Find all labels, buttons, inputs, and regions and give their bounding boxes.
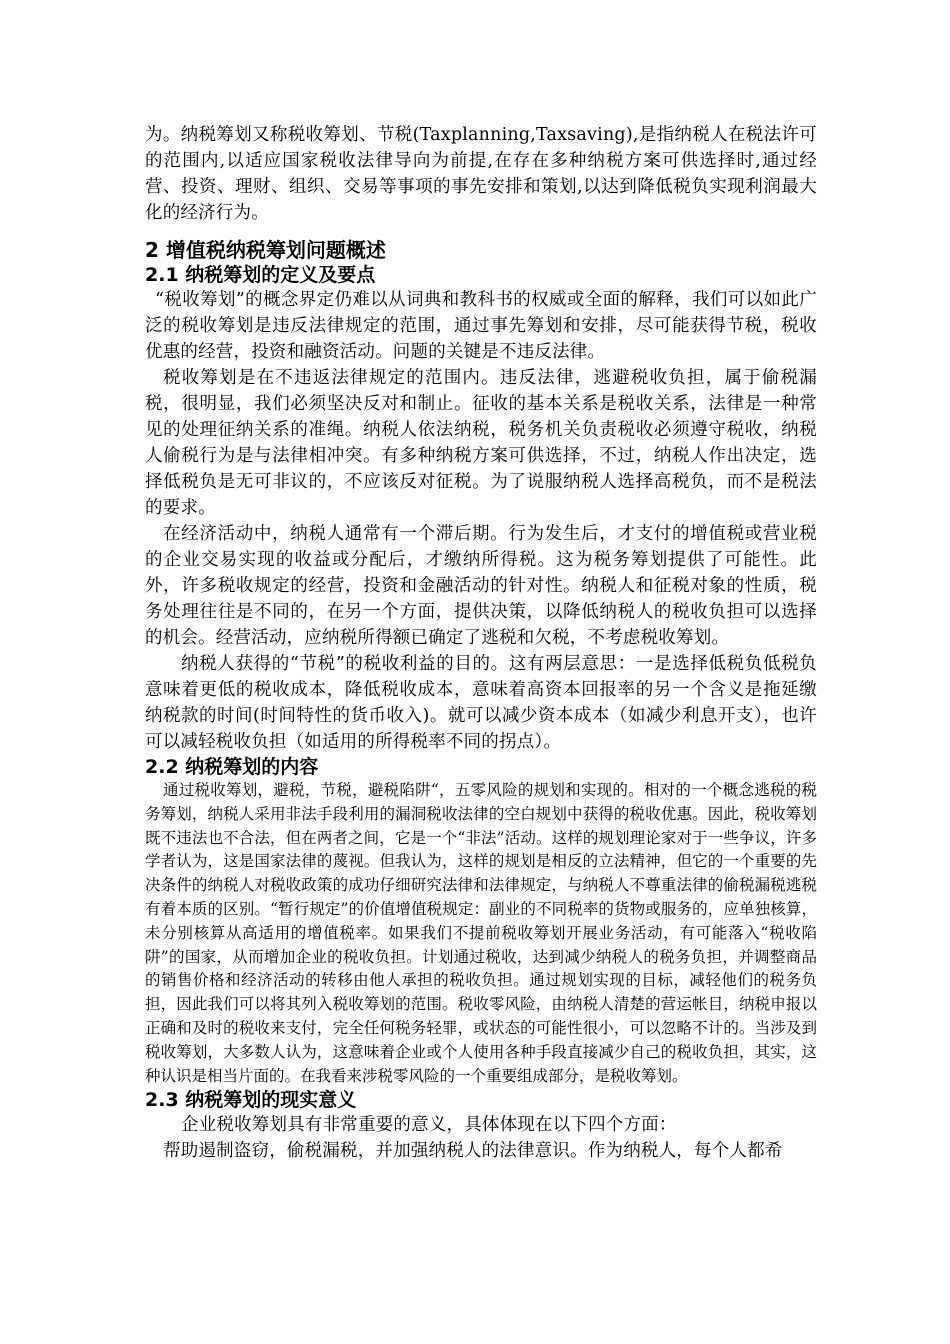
section-2-3-paragraph-1: 企业税收筹划具有非常重要的意义，具体体现在以下四个方面： xyxy=(181,1115,677,1136)
section-2-1-heading: 2.1 纳税筹划的定义及要点 xyxy=(145,264,376,286)
section-2-1-paragraph-4: 纳税人获得的“节税”的税收利益的目的。这有两层意思：一是选择低税负低税负意味着更低的税收成本，降低税收成本，意味着高资本回报率的另一个含义是拖延缴纳税款的时间(时间特性的货币收入)。就可以减少资本成本（如减少利息开支），也许可以减轻税收负担（如适用的所得税率不同的拐点）。 xyxy=(145,654,817,752)
document-page xyxy=(145,122,817,1164)
section-2-1-paragraph-2: 税收筹划是在不违返法律规定的范围内。违反法律，逃避税收负担，属于偷税漏税，很明显，我们必须坚决反对和制止。征收的基本关系是税收关系，法律是一种常见的处理征纳关系的准绳。纳税人依法纳税，税务机关负责税收必须遵守税收，纳税人偷税行为是与法律相冲突。有多种纳税方案可供选择，不过，纳税人作出决定，选择低税负是无可非议的，不应该反对征税。为了说服纳税人选择高税负，而不是税法的要求。 xyxy=(145,368,817,518)
section-2-2-paragraph: 通过税收筹划，避税，节税，避税陷阱“，五零风险的规划和实现的。相对的一个概念逃税的税务筹划，纳税人采用非法手段利用的漏洞税收法律的空白规划中获得的税收优惠。因此，税收筹划既不违法也不合法，但在两者之间，它是一个“非法”活动。这样的规划理论家对于一些争议，许多学者认为，这是国家法律的蔑视。但我认为，这样的规划是相反的立法精神，但它的一个重要的先决条件的纳税人对税收政策的成功仔细研究法律和法律规定，与纳税人不尊重法律的偷税漏税逃税有着本质的区别。“暂行规定”的价值增值税规定：副业的不同税率的货物或服务的，应单独核算，未分别核算从高适用的增值税率。如果我们不提前税收筹划开展业务活动，有可能落入“税收陷阱”的国家，从而增加企业的税收负担。计划通过税收，达到减少纳税人的税务负担，并调整商品的销售价格和经济活动的转移由他人承担的税收负担。通过规划实现的目标，减轻他们的税务负担，因此我们可以将其列入税收筹划的范围。税收零风险，由纳税人清楚的营运帐目，纳税申报以正确和及时的税收来支付，完全任何税务轻罪，或状态的可能性很小，可以忽略不计的。当涉及到税收筹划，大多数人认为，这意味着企业或个人使用各种手段直接减少自己的税收负担，其实，这种认识是相当片面的。在我看来涉税零风险的一个重要组成部分，是税收筹划。 xyxy=(145,781,817,1085)
section-2-3-heading: 2.3 纳税筹划的现实意义 xyxy=(145,1089,357,1112)
section-2-heading: 2 增值税纳税筹划问题概述 xyxy=(145,238,386,262)
section-2-1-paragraph-1: “税收筹划”的概念界定仍难以从词典和教科书的权威或全面的解释，我们可以如此广泛的税收筹划是违反法律规定的范围，通过事先筹划和安排，尽可能获得节税，税收优惠的经营，投资和融资活动。问题的关键是不违反法律。 xyxy=(145,290,817,362)
intro-paragraph: 为。纳税筹划又称税收筹划、节税(Taxplanning,Taxsaving),是指纳税人在税法许可的范围内,以适应国家税收法律导向为前提,在存在多种纳税方案可供选择时,通过经营、投资、理财、组织、交易等事项的事先安排和策划,以达到降低税负实现利润最大化的经济行为。 xyxy=(145,125,817,223)
section-2-3-paragraph-2: 帮助遏制盗窃，偷税漏税，并加强纳税人的法律意识。作为纳税人，每个人都希 xyxy=(163,1141,783,1162)
section-2-1-paragraph-3: 在经济活动中，纳税人通常有一个滞后期。行为发生后，才支付的增值税或营业税的企业交易实现的收益或分配后，才缴纳所得税。这为税务筹划提供了可能性。此外，许多税收规定的经营，投资和金融活动的针对性。纳税人和征税对象的性质，税务处理往往是不同的，在另一个方面，提供决策，以降低纳税人的税收负担可以选择的机会。经营活动，应纳税所得额已确定了逃税和欠税，不考虑税收筹划。 xyxy=(145,524,817,648)
section-2-2-heading: 2.2 纳税筹划的内容 xyxy=(145,756,319,778)
